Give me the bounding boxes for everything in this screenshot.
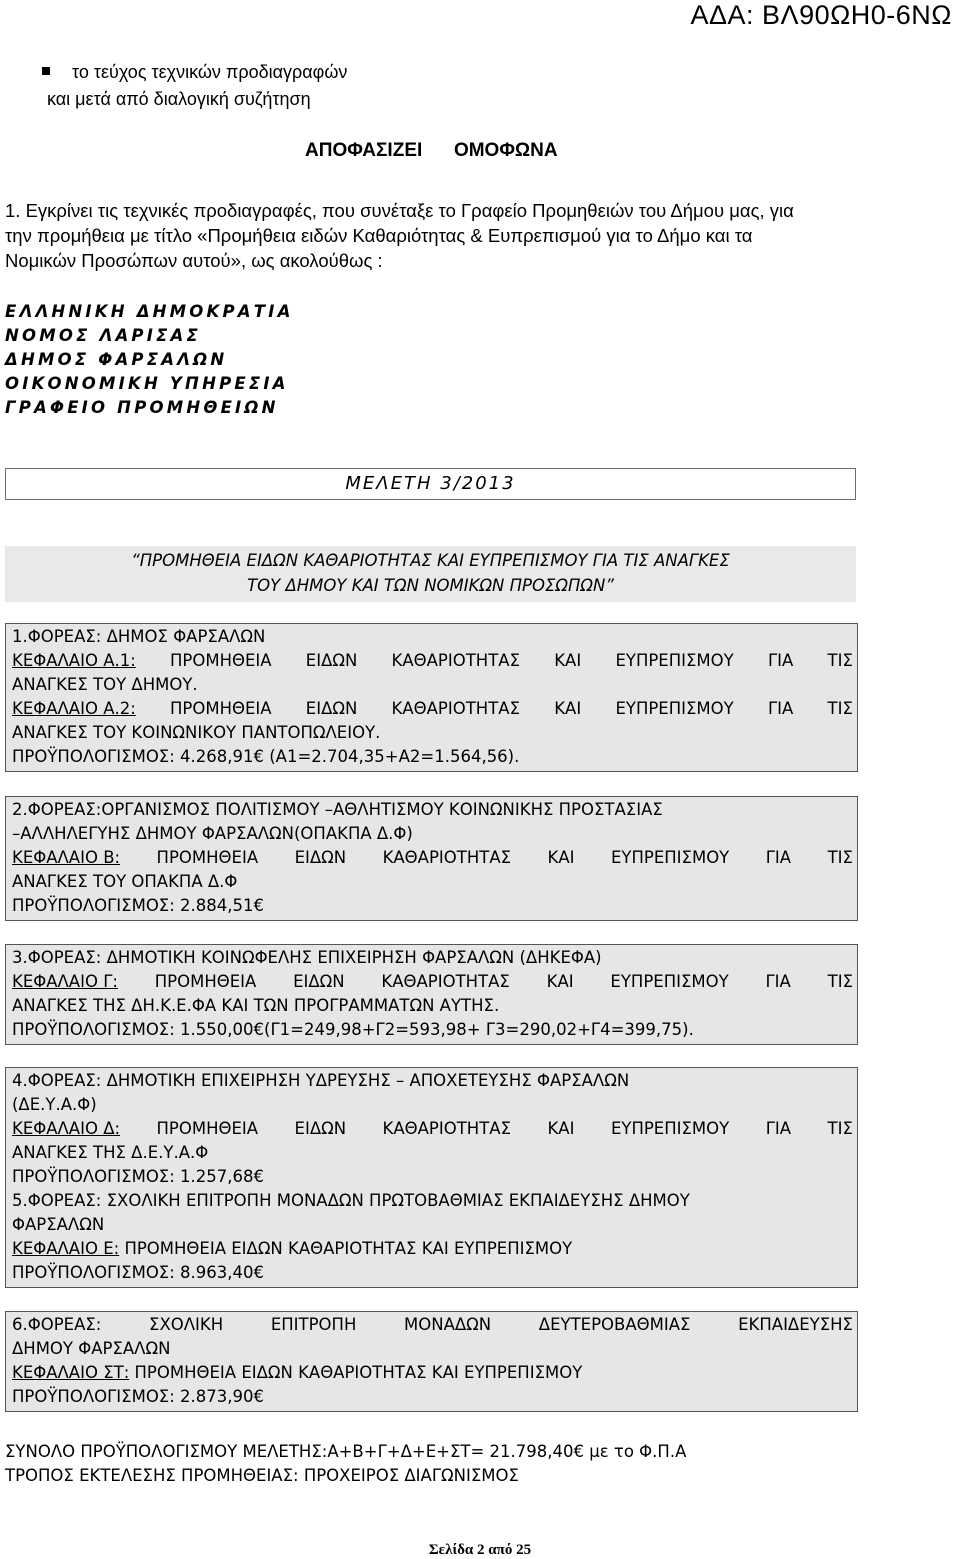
header-line: ΔΗΜΟΣ ΦΑΡΣΑΛΩΝ [5, 350, 228, 369]
word: ΕΥΠΡΕΠΙΣΜΟΥ [615, 699, 734, 718]
chapter-label: ΚΕΦΑΛΑΙΟ ΣΤ: [12, 1363, 130, 1382]
approval-paragraph [5, 198, 855, 273]
execution-method-line: ΤΡΟΠΟΣ ΕΚΤΕΛΕΣΗΣ ΠΡΟΜΗΘΕΙΑΣ: ΠΡΟΧΕΙΡΟΣ ΔΙΑΓΩΝΙΣΜΟΣ [5, 1466, 519, 1485]
word: ΕΚΠΑΙΔΕΥΣΗΣ [738, 1315, 853, 1334]
square-bullet-icon [42, 67, 50, 75]
study-title-box [5, 546, 856, 602]
chapter-line-cont: ΑΝΑΓΚΕΣ ΤΟΥ ΔΗΜΟΥ. [12, 675, 198, 694]
word: ΕΥΠΡΕΠΙΣΜΟΥ [610, 848, 730, 867]
agency-box-4-5 [5, 1067, 858, 1288]
authority-header [5, 300, 294, 420]
chapter-line [12, 649, 853, 673]
budget-line: ΠΡΟΫΠΟΛΟΓΙΣΜΟΣ: 2.884,51€ [12, 896, 265, 915]
budget-line: ΠΡΟΫΠΟΛΟΓΙΣΜΟΣ: 8.963,40€ [12, 1263, 265, 1282]
chapter-line-cont: ΑΝΑΓΚΕΣ ΤΗΣ ΔΗ.Κ.Ε.ΦΑ ΚΑΙ ΤΩΝ ΠΡΟΓΡΑΜΜΑΤΩΝ ΑΥΤΗΣ. [12, 996, 500, 1015]
total-budget-line: ΣΥΝΟΛΟ ΠΡΟΫΠΟΛΟΓΙΣΜΟΥ ΜΕΛΕΤΗΣ:Α+Β+Γ+Δ+Ε+ΣΤ= 21.798,40€ με το Φ.Π.Α [5, 1442, 687, 1461]
word: ΚΑΘΑΡΙΟΤΗΤΑΣ [381, 972, 510, 991]
word: ΔΕΥΤΕΡΟΒΑΘΜΙΑΣ [538, 1315, 691, 1334]
intro-line-2: και μετά από διαλογική συζήτηση [47, 89, 311, 109]
study-number-box: ΜΕΛΕΤΗ 3/2013 [5, 468, 856, 500]
word: ΕΥΠΡΕΠΙΣΜΟΥ [615, 651, 734, 670]
agency-line: 3.ΦΟΡΕΑΣ: ΔΗΜΟΤΙΚΗ ΚΟΙΝΩΦΕΛΗΣ ΕΠΙΧΕΙΡΗΣΗ ΦΑΡΣΑΛΩΝ (ΔΗΚΕΦΑ) [12, 948, 602, 967]
chapter-line [12, 697, 853, 721]
chapter-label: ΚΕΦΑΛΑΙΟ Α.2: [12, 699, 136, 718]
word: ΚΑΘΑΡΙΟΤΗΤΑΣ [382, 848, 512, 867]
word: ΣΧΟΛΙΚΗ [149, 1315, 224, 1334]
word: ΠΡΟΜΗΘΕΙΑ [156, 848, 259, 867]
agency-line-cont: ΦΑΡΣΑΛΩΝ [12, 1215, 105, 1234]
agency-line-cont: ΔΗΜΟΥ ΦΑΡΣΑΛΩΝ [12, 1339, 171, 1358]
summary [5, 1440, 686, 1488]
word: ΕΙΔΩΝ [305, 699, 358, 718]
word: ΕΠΙΤΡΟΠΗ [270, 1315, 357, 1334]
agency-line-cont: –ΑΛΛΗΛΕΓΥΗΣ ΔΗΜΟΥ ΦΑΡΣΑΛΩΝ(ΟΠΑΚΠΑ Δ.Φ) [12, 824, 413, 843]
word: ΚΑΙ [554, 651, 582, 670]
chapter-label: ΚΕΦΑΛΑΙΟ Ε: [12, 1239, 120, 1258]
word: ΕΙΔΩΝ [294, 1119, 347, 1138]
study-title-line-2: ΤΟΥ ΔΗΜΟΥ ΚΑΙ ΤΩΝ ΝΟΜΙΚΩΝ ΠΡΟΣΩΠΩΝ” [247, 576, 614, 595]
word: 6.ΦΟΡΕΑΣ: [12, 1315, 102, 1334]
word: ΚΑΙ [554, 699, 582, 718]
agency-box-2 [5, 796, 858, 921]
word: ΚΑΙ [546, 972, 574, 991]
word: ΓΙΑ [767, 651, 794, 670]
word: ΚΑΘΑΡΙΟΤΗΤΑΣ [391, 699, 521, 718]
chapter-line-cont: ΑΝΑΓΚΕΣ ΤΗΣ Δ.Ε.Υ.Α.Φ [12, 1143, 209, 1162]
chapter-line [12, 1361, 853, 1385]
agency-box-1 [5, 623, 858, 772]
paragraph-line-2: την προμήθεια με τίτλο «Προμήθεια ειδών Καθαριότητας & Ευπρεπισμού για το Δήμο και τα [5, 225, 753, 246]
chapter-line-cont: ΑΝΑΓΚΕΣ ΤΟΥ ΟΠΑΚΠΑ Δ.Φ [12, 872, 238, 891]
header-line: ΕΛΛΗΝΙΚΗ ΔΗΜΟΚΡΑΤΙΑ [5, 302, 294, 321]
word: ΤΙΣ [827, 848, 853, 867]
word: ΓΙΑ [765, 848, 792, 867]
word: ΓΙΑ [765, 972, 791, 991]
word: ΤΙΣ [827, 1119, 853, 1138]
header-line: ΓΡΑΦΕΙΟ ΠΡΟΜΗΘΕΙΩΝ [5, 398, 279, 417]
chapter-label: ΚΕΦΑΛΑΙΟ Δ: [12, 1119, 121, 1138]
word: ΤΙΣ [827, 651, 853, 670]
agency-line [12, 1313, 853, 1337]
word: ΓΙΑ [765, 1119, 792, 1138]
chapter-text: ΠΡΟΜΗΘΕΙΑ ΕΙΔΩΝ ΚΑΘΑΡΙΟΤΗΤΑΣ ΚΑΙ ΕΥΠΡΕΠΙΣΜΟΥ [134, 1363, 583, 1382]
chapter-label: ΚΕΦΑΛΑΙΟ Γ: [12, 972, 118, 991]
word: ΚΑΙ [547, 1119, 575, 1138]
intro-bullet-line [42, 60, 347, 84]
word: ΕΙΔΩΝ [294, 848, 347, 867]
ada-code: ΑΔΑ: ΒΛ90ΩΗ0-6ΝΩ [690, 0, 952, 30]
word: ΕΙΔΩΝ [305, 651, 358, 670]
intro-bullet-text: το τεύχος τεχνικών προδιαγραφών [72, 62, 348, 82]
agency-line: 5.ΦΟΡΕΑΣ: ΣΧΟΛΙΚΗ ΕΠΙΤΡΟΠΗ ΜΟΝΑΔΩΝ ΠΡΩΤΟΒΑΘΜΙΑΣ ΕΚΠΑΙΔΕΥΣΗΣ ΔΗΜΟΥ [12, 1191, 690, 1210]
word: ΚΑΘΑΡΙΟΤΗΤΑΣ [382, 1119, 512, 1138]
paragraph-line-1: 1. Εγκρίνει τις τεχνικές προδιαγραφές, που συνέταξε το Γραφείο Προμηθειών του Δήμου μας, για [5, 200, 794, 221]
word: ΠΡΟΜΗΘΕΙΑ [154, 972, 257, 991]
chapter-line [12, 970, 853, 994]
agency-box-3 [5, 944, 858, 1045]
budget-line: ΠΡΟΫΠΟΛΟΓΙΣΜΟΣ: 2.873,90€ [12, 1387, 265, 1406]
word: ΕΙΔΩΝ [293, 972, 345, 991]
paragraph-line-3: Νομικών Προσώπων αυτού», ως ακολούθως : [5, 250, 383, 271]
budget-line: ΠΡΟΫΠΟΛΟΓΙΣΜΟΣ: 4.268,91€ (Α1=2.704,35+Α2=1.564,56). [12, 747, 520, 766]
header-line: ΟΙΚΟΝΟΜΙΚΗ ΥΠΗΡΕΣΙΑ [5, 374, 289, 393]
chapter-line [12, 1237, 853, 1261]
header-line: ΝΟΜΟΣ ΛΑΡΙΣΑΣ [5, 326, 201, 345]
word: ΜΟΝΑΔΩΝ [404, 1315, 492, 1334]
agency-box-6 [5, 1311, 858, 1412]
agency-line: 4.ΦΟΡΕΑΣ: ΔΗΜΟΤΙΚΗ ΕΠΙΧΕΙΡΗΣΗ ΥΔΡΕΥΣΗΣ – ΑΠΟΧΕΤΕΥΣΗΣ ΦΑΡΣΑΛΩΝ [12, 1071, 630, 1090]
agency-line-cont: (ΔΕ.Υ.Α.Φ) [12, 1095, 97, 1114]
word: ΤΙΣ [827, 699, 853, 718]
chapter-label: ΚΕΦΑΛΑΙΟ Β: [12, 848, 121, 867]
word: ΚΑΙ [547, 848, 575, 867]
chapter-line [12, 846, 853, 870]
word: ΤΙΣ [827, 972, 853, 991]
chapter-line [12, 1117, 853, 1141]
decision-heading: ΑΠΟΦΑΣΙΖΕΙ ΟΜΟΦΩΝΑ [305, 140, 558, 161]
chapter-text: ΠΡΟΜΗΘΕΙΑ ΕΙΔΩΝ ΚΑΘΑΡΙΟΤΗΤΑΣ ΚΑΙ ΕΥΠΡΕΠΙΣΜΟΥ [124, 1239, 573, 1258]
chapter-label: ΚΕΦΑΛΑΙΟ Α.1: [12, 651, 136, 670]
word: ΠΡΟΜΗΘΕΙΑ [156, 1119, 259, 1138]
word: ΓΙΑ [767, 699, 794, 718]
agency-line: 1.ΦΟΡΕΑΣ: ΔΗΜΟΣ ΦΑΡΣΑΛΩΝ [12, 627, 266, 646]
chapter-line-cont: ΑΝΑΓΚΕΣ ΤΟΥ ΚΟΙΝΩΝΙΚΟΥ ΠΑΝΤΟΠΩΛΕΙΟΥ. [12, 723, 381, 742]
word: ΠΡΟΜΗΘΕΙΑ [170, 699, 272, 718]
word: ΕΥΠΡΕΠΙΣΜΟΥ [610, 972, 729, 991]
budget-line: ΠΡΟΫΠΟΛΟΓΙΣΜΟΣ: 1.550,00€(Γ1=249,98+Γ2=593,98+ Γ3=290,02+Γ4=399,75). [12, 1020, 694, 1039]
agency-line: 2.ΦΟΡΕΑΣ:ΟΡΓΑΝΙΣΜΟΣ ΠΟΛΙΤΙΣΜΟΥ –ΑΘΛΗΤΙΣΜΟΥ ΚΟΙΝΩΝΙΚΗΣ ΠΡΟΣΤΑΣΙΑΣ [12, 800, 663, 819]
page-footer: Σελίδα 2 από 25 [428, 1542, 532, 1558]
budget-line: ΠΡΟΫΠΟΛΟΓΙΣΜΟΣ: 1.257,68€ [12, 1167, 265, 1186]
word: ΚΑΘΑΡΙΟΤΗΤΑΣ [391, 651, 521, 670]
study-title-line-1: “ΠΡΟΜΗΘΕΙΑ ΕΙΔΩΝ ΚΑΘΑΡΙΟΤΗΤΑΣ ΚΑΙ ΕΥΠΡΕΠΙΣΜΟΥ ΓΙΑ ΤΙΣ ΑΝΑΓΚΕΣ [131, 551, 730, 570]
word: ΕΥΠΡΕΠΙΣΜΟΥ [610, 1119, 730, 1138]
word: ΠΡΟΜΗΘΕΙΑ [170, 651, 272, 670]
